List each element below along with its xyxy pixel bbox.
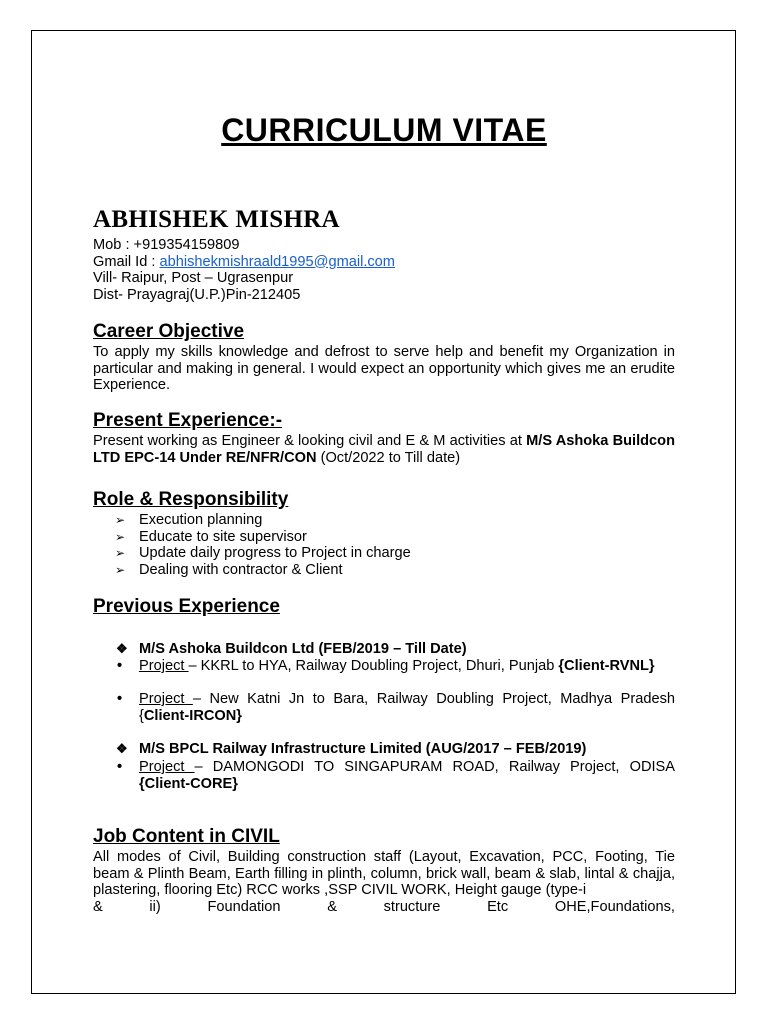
diamond-bullet-icon: ❖ <box>116 641 128 656</box>
present-duration: (Oct/2022 to Till date) <box>316 449 461 466</box>
previous-company-2 <box>93 741 675 758</box>
arrow-bullet-icon: ➢ <box>115 529 126 544</box>
list-item: ➢ Execution planning <box>115 512 263 528</box>
career-objective-text: To apply my skills knowledge and defrost to serve help and benefit my Organization in particular and making in general. I would expect an opportunity which gives me an erudite Experience. <box>93 344 675 394</box>
dot-bullet-icon: • <box>117 759 123 775</box>
arrow-bullet-icon: ➢ <box>115 513 126 527</box>
project-item: • Project – DAMONGODI TO SINGAPURAM ROAD, Railway Project, ODISA {Client-CORE} <box>117 759 676 792</box>
list-item: ➢ Educate to site supervisor <box>115 528 307 545</box>
dot-bullet-icon: • <box>117 658 123 674</box>
arrow-bullet-icon: ➢ <box>115 562 126 577</box>
document-title: CURRICULUM VITAE <box>221 112 547 148</box>
role-list <box>93 512 675 578</box>
candidate-name: ABHISHEK MISHRA <box>93 206 340 233</box>
address-line-1: Vill- Raipur, Post – Ugrasenpur <box>93 270 294 287</box>
previous-experience-heading: Previous Experience <box>93 596 280 617</box>
email-link[interactable]: abhishekmishraald1995@gmail.com <box>159 253 395 270</box>
career-objective-heading: Career Objective <box>93 321 245 342</box>
company-line: ❖ M/S BPCL Railway Infrastructure Limited (AUG/2017 – FEB/2019) <box>116 741 587 757</box>
job-content-last-line: & ii) Foundation & structure Etc OHE,Foundations, <box>93 898 675 915</box>
job-content-block <box>93 849 675 915</box>
present-experience-heading: Present Experience:- <box>93 410 283 431</box>
job-content-text: All modes of Civil, Building construction staff (Layout, Excavation, PCC, Footing, Tie beam & Plinth Beam, Earth filling in plinth, column, brick wall, beam & slab, lintal & chajja, plastering, flooring Etc) RCC works ,SSP CIVIL WORK, Height gauge (type-i <box>93 849 675 899</box>
project-item: • Project – KKRL to HYA, Railway Doubling Project, Dhuri, Punjab {Client-RVNL} <box>117 658 655 674</box>
arrow-bullet-icon: ➢ <box>115 546 126 561</box>
mobile-number: Mob : +919354159809 <box>93 237 240 253</box>
present-company: M/S Ashoka Buildcon LTD EPC-14 Under RE/NFR/CON <box>93 433 676 466</box>
role-heading: Role & Responsibility <box>93 489 289 510</box>
email-label: Gmail Id : <box>93 253 160 270</box>
project-item: • Project – New Katni Jn to Bara, Railway Doubling Project, Madhya Pradesh {Client-IRCON} <box>117 691 675 724</box>
contact-block <box>93 237 675 303</box>
present-experience-text <box>93 433 675 466</box>
previous-company-1 <box>93 641 675 658</box>
present-experience-intro: Present working as Engineer & looking civil and E & M activities at <box>93 433 527 449</box>
email-line <box>93 254 675 271</box>
dot-bullet-icon: • <box>117 691 123 707</box>
job-content-heading: Job Content in CIVIL <box>93 826 280 847</box>
company-line: ❖ M/S Ashoka Buildcon Ltd (FEB/2019 – Till Date) <box>116 641 467 657</box>
list-item: ➢ Dealing with contractor & Client <box>115 561 343 578</box>
address-line-2: Dist- Prayagraj(U.P.)Pin-212405 <box>93 286 301 303</box>
diamond-bullet-icon: ❖ <box>116 741 128 756</box>
list-item: ➢ Update daily progress to Project in charge <box>115 545 411 562</box>
